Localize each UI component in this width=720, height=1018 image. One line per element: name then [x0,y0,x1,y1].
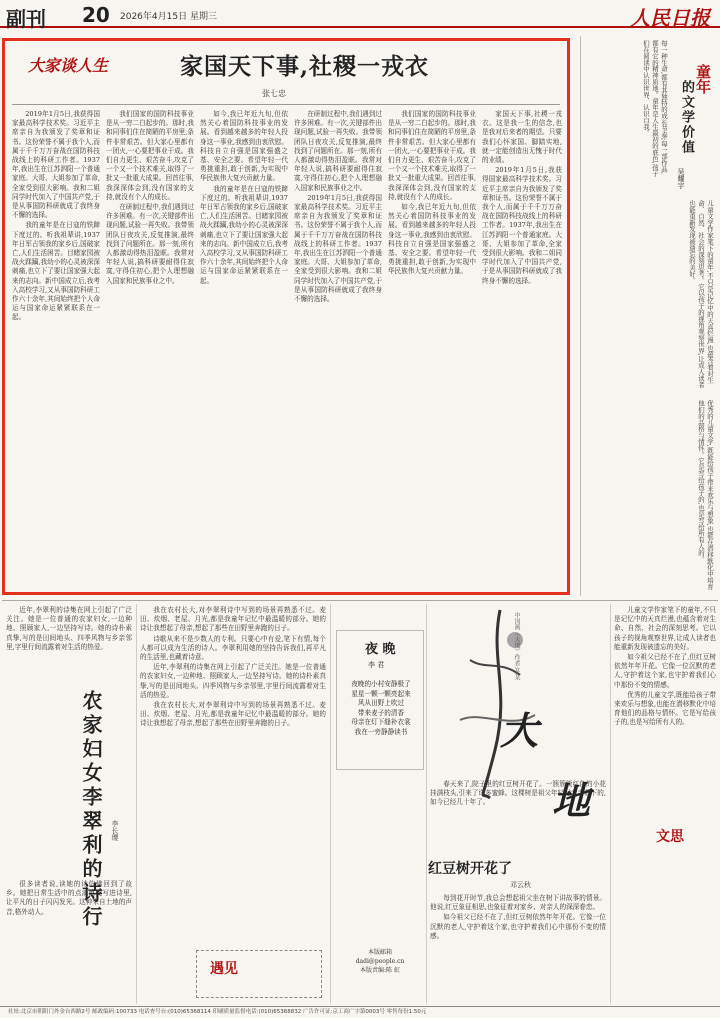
poem-author: 李 君 [368,661,385,669]
left-article-text-1: 近年,李翠利的诗集在网上引起了广泛关注。她是一位普通的农家妇女,一边种地、照顾家人,一边坚持写诗。她的诗朴素真挚,写的是田间地头、四季风物与乡亲邻里,字里行间流露着对生活的热爱。 [6,606,132,651]
masthead [0,0,720,31]
column-separator [136,604,137,1004]
red-flower-text: 每到花开时节,我总会想起祖父坐在树下讲故事的情景。他说,红豆象征相思,也象征着对家乡、对亲人的深深眷恋。 如今祖父已经不在了,但红豆树依然年年开花。它像一位沉默的老人,守护着这个家,也守护着我们心中那份不变的情感。 [430,894,606,940]
newspaper-logo: 人民日报 [630,6,710,30]
red-flower-title: 红豆树开花了 [428,861,512,877]
section-name: 副刊 [6,7,46,31]
issue-date: 2026年4月15日 星期三 [120,12,217,22]
feature-column-4: 在研制过程中,我们遇到过许多困难。有一次,关键部件出现问题,试验一再失败。我带领团队日夜攻关,反复推演,最终找到了问题所在。那一刻,所有人都激动得热泪盈眶。我常对年轻人说,搞科研要耐得住寂寞,守得住初心,把个人理想融入国家和民族事业之中。 2019年1月5日,我获得国家最高科学技术奖。习近平主席亲自为我颁发了奖章和证书。这份荣誉不属于我个人,而属于千千万万奋战在国防科技战线上的科研工作者。1937年,我出生在江苏泗阳一个普通家庭。大哥、大姐参加了革命,全家受到很大影响。我和二姐同学时代加入了中国共产党,于是从事国防科研就成了我终身不懈的选择。 [294,110,382,304]
painting-caption: 中国画《大地》作者:某某 [513,612,520,681]
page-number: 20 [82,3,110,27]
sidebar-body-2: 优秀的儿童文学,既能给孩子带来欢乐与想象,也能在潜移默化中培育他们的品格与情怀。它是写给孩子的,也是写给所有人的。 [697,400,714,590]
middle-article-text: 我在农村长大,对李翠利诗中写到的场景再熟悉不过。麦田、炊烟、老屋、月光,都是我童年记忆中最温暖的部分。她的诗让我想起了母亲,想起了那些在田野里奔跑的日子。 诗歌从来不是少数人的专利。只要心中有爱,笔下有情,每个人都可以成为生活的诗人。李翠利用她的坚持告诉我们,再平凡的生活里,也藏着诗意。 近年,李翠利的诗集在网上引起了广泛关注。她是一位普通的农家妇女,一边种地、照顾家人,一边坚持写诗。她的诗朴素真挚,写的是田间地头、四季风物与乡亲邻里,字里行间流露着对生活的热爱。 我在农村长大,对李翠利诗中写到的场景再熟悉不过。麦田、炊烟、老屋、月光,都是我童年记忆中最温暖的部分。她的诗让我想起了母亲,想起了那些在田野里奔跑的日子。 [140,606,326,728]
column-tag: 大家谈人生 [28,56,109,75]
sidebar-title: 的文学价值 [679,80,694,155]
calligraphy-char-1: 大 [500,708,539,753]
left-article-author: 李长缨 [111,820,119,841]
right-column-text: 儿童文学作家笔下的童年,不只是记忆中的天真烂漫,也蕴含着对生命、自然、社会的深刻思考。它以孩子的视角观察世界,让成人读者也能重新发现被遗忘的美好。 如今祖父已经不在了,但红豆树依然年年开花。它像一位沉默的老人,守护着这个家,也守护着我们心中那份不变的情感。 优秀的儿童文学,既能给孩子带来欢乐与想象,也能在潜移默化中培育他们的品格与情怀。它是写给孩子的,也是写给所有人的。 [614,606,716,727]
feature-byline: 张七忠 [262,89,286,98]
painting-article-text: 春天来了,院子里的红豆树开花了。一簇簇淡红色的小花挂满枝头,引来了许多蜜蜂。这棵树是祖父年轻时亲手栽下的,如今已经几十年了。 [430,780,606,807]
poem-title: 夜 晚 [365,642,396,657]
section-divider [2,600,718,601]
title-rule [12,104,560,105]
sidebar-intro-text: 每一种生命,都有其独特的成长节奏;每一部作品,都有它的精神质地。童年是人生最初的底色,孩子们在阅读中认识世界、认识自我。 [642,40,668,177]
feature-column-6: 家国天下事,社稷一戎衣。这是我一生的信念,也是我对后来者的期望。只要我们心怀家国、脚踏实地,就一定能创造出无愧于时代的业绩。 2019年1月5日,我获得国家最高科学技术奖。习近平主席亲自为我颁发了奖章和证书。这份荣誉不属于我个人,而属于千千万万奋战在国防科技战线上的科研工作者。1937年,我出生在江苏泗阳一个普通家庭。大哥、大姐参加了革命,全家受到很大影响。我和二姐同学时代加入了中国共产党,于是从事国防科研就成了我终身不懈的选择。 [482,110,562,285]
feature-column-2: 我们国家的国防科技事业是从一穷二白起步的。那时,我和同事们住在简陋的平房里,条件非常艰苦。但大家心里都有一团火,一心要把事业干成。我们自力更生、艰苦奋斗,攻克了一个又一个技术难关,取得了一批又一批重大成果。回首往事,我深深体会到,没有国家的支持,就没有个人的成长。 在研制过程中,我们遇到过许多困难。有一次,关键部件出现问题,试验一再失败。我带领团队日夜攻关,反复推演,最终找到了问题所在。那一刻,所有人都激动得热泪盈眶。我常对年轻人说,搞科研要耐得住寂寞,守得住初心,把个人理想融入国家和民族事业之中。 [106,110,194,285]
red-flower-author: 邓云秋 [510,881,531,889]
sidebar-author: 吴耀宇 [677,168,685,189]
wensi-logo: 文思 [656,829,684,845]
yujian-logo: 遇见 [210,961,238,977]
sidebar-tag: 童年 [694,64,712,94]
column-separator [330,604,331,1004]
column-separator [426,604,427,1004]
left-article-title: 农家妇女李翠利的诗行 [79,690,103,930]
sidebar-body-1: 儿童文学作家笔下的童年,不只是记忆中的天真烂漫,也蕴含着对生命、自然、社会的深刻思考。它以孩子的视角观察世界,让成人读者也能重新发现被遗忘的美好。 [688,200,714,388]
calligraphy-char-2: 地 [552,778,591,823]
feature-column-1: 2019年1月5日,我获得国家最高科学技术奖。习近平主席亲自为我颁发了奖章和证书。这份荣誉不属于我个人,而属于千千万万奋战在国防科技战线上的科研工作者。1937年,我出生在江苏泗阳一个普通家庭。大哥、大姐参加了革命,全家受到很大影响。我和二姐同学时代加入了中国共产党,于是从事国防科研就成了我终身不懈的选择。 我的童年是在日寇的铁蹄下度过的。听我祖辈讲,1937年日军占领我的家乡后,国破家亡,人们生活困苦。目睹家园被战火蹂躏,我幼小的心灵被深深刺痛,也立下了要让国家强大起来的志向。新中国成立后,我考入高校学习,又从事国防科研工作六十余年,其间始终把个人命运与国家命运紧紧联系在一起。 [12,110,100,322]
column-separator [610,604,611,1004]
sidebar-divider [580,36,581,596]
left-article-text-2: 很多读者说,读她的诗仿佛回到了故乡。她把日常生活中的点滴感受写进诗里,让平凡的日子闪闪发光。这种来自土地的声音,格外动人。 [6,880,132,916]
poem-body: 夜晚的小村安静极了 星星一颗一颗亮起来 风从田野上吹过 带来麦子的清香 母亲在灯下缝补衣裳 我在一旁静静读书 [351,680,411,736]
feature-column-3: 如今,我已年近九旬,但依然关心着国防科技事业的发展。看到越来越多的年轻人投身这一事业,我感到由衷欣慰。科技自立自强是国家强盛之基、安全之要。希望年轻一代勇挑重担,敢于创新,为实现中华民族伟大复兴贡献力量。 我的童年是在日寇的铁蹄下度过的。听我祖辈讲,1937年日军占领我的家乡后,国破家亡,人们生活困苦。目睹家园被战火蹂躏,我幼小的心灵被深深刺痛,也立下了要让国家强大起来的志向。新中国成立后,我考入高校学习,又从事国防科研工作六十余年,其间始终把个人命运与国家命运紧紧联系在一起。 [200,110,288,285]
feature-column-5: 我们国家的国防科技事业是从一穷二白起步的。那时,我和同事们住在简陋的平房里,条件非常艰苦。但大家心里都有一团火,一心要把事业干成。我们自力更生、艰苦奋斗,攻克了一个又一个技术难关,取得了一批又一批重大成果。回首往事,我深深体会到,没有国家的支持,就没有个人的成长。 如今,我已年近九旬,但依然关心着国防科技事业的发展。看到越来越多的年轻人投身这一事业,我感到由衷欣慰。科技自立自强是国家强盛之基、安全之要。希望年轻一代勇挑重担,敢于创新,为实现中华民族伟大复兴贡献力量。 [388,110,476,276]
contact-block: 本版邮箱 dadi@people.cn 本版责编:陈 虹 [355,949,405,974]
footer-info: 社址:北京市朝阳门外金台西路2号 邮政编码:100733 电话查号台:(010)65368114 印刷质量监督电话:(010)65368832 广告许可证:京工商广字第0003号 零售每份1.50元 [0,1006,720,1018]
feature-title: 家国天下事,社稷一戎衣 [180,53,430,80]
